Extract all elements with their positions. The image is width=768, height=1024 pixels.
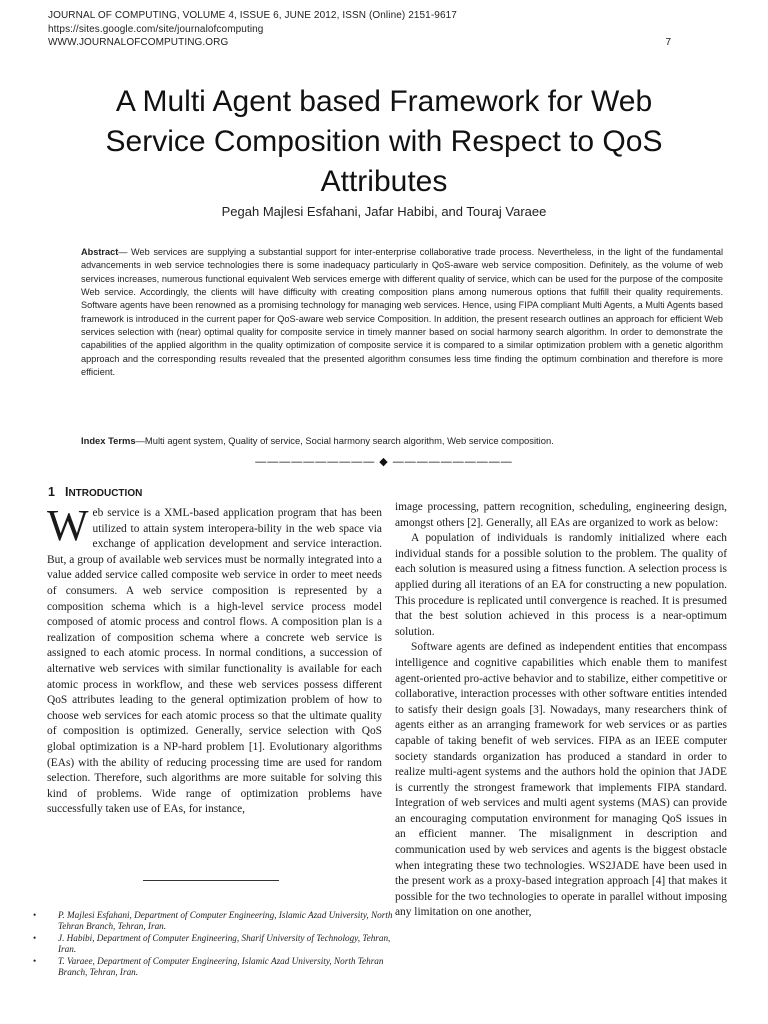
abstract-label: Abstract xyxy=(81,247,119,257)
left-column xyxy=(47,501,382,818)
footnote-bullet: • xyxy=(33,910,37,920)
index-terms xyxy=(81,434,723,447)
index-terms-text: Multi agent system, Quality of service, Social harmony search algorithm, Web service composition. xyxy=(144,435,554,446)
section-title-initial: I xyxy=(64,485,69,499)
footnote-rule xyxy=(143,880,279,881)
drop-cap: W xyxy=(47,501,89,550)
section-separator: —————————— ◆ —————————— xyxy=(255,456,513,468)
right-paragraph-3: Software agents are defined as independent entities that encompass intelligence and cognitive capabilities which enable them to manifest agent-oriented pro-active behavior and to stabilize, either competitive or collaborative, interaction processes with other software entities intended to satisfy their design goals [3]. Nowadays, many researchers think of agents either as an arranging framework for web services or as parties capable of taking benefit of web services. FIPA as an IEEE computer society standards organization has produced a standard in order to realize multi-agent systems and the authors hold the opinion that JADE is currently the strongest framework that implements FIPA standard. Integration of web services and multi agent systems (MAS) can provide an encouraging computation environment for managing QoS issues in an efficient manner. The misalignment in description and communication used by web services and agents is the biggest obstacle when integrating these two technologies. WS2JADE have been used in the present work as a proxy-based integration approach [4] that makes it possible for the two technologies to operate in parallel without imposing any limitation on one another, xyxy=(395,641,727,919)
section-number: 1 xyxy=(48,485,55,499)
right-paragraph-1: image processing, pattern recognition, scheduling, engineering design, amongst others [2]. Generally, all EAs are organized to work as below: xyxy=(395,501,727,529)
section-heading xyxy=(48,485,142,499)
abstract xyxy=(81,246,723,379)
author-list: Pegah Majlesi Esfahani, Jafar Habibi, and Touraj Varaee xyxy=(221,204,547,219)
page-number: 7 xyxy=(665,37,671,48)
title-line-1: A Multi Agent based Framework for Web xyxy=(115,85,653,118)
footnote-bullet: • xyxy=(33,955,37,966)
abstract-dash: — xyxy=(118,247,132,257)
journal-url-line: https://sites.google.com/site/journalofcomputing xyxy=(48,24,264,35)
right-paragraph-2: A population of individuals is randomly initialized where each individual stands for a possible solution to the problem. The quality of each solution is measured using a fitness function. A selection process is applied during all iterations of an EA for constructing a new population. This procedure is replicated until convergence is reached. It is presumed that the best solution achieved in this process is a near-optimum solution. xyxy=(395,532,727,638)
index-terms-dash: — xyxy=(135,435,145,446)
footnote-item xyxy=(33,933,393,956)
journal-header-line: JOURNAL OF COMPUTING, VOLUME 4, ISSUE 6, JUNE 2012, ISSN (Online) 2151-9617 xyxy=(48,10,457,21)
journal-site-line: WWW.JOURNALOFCOMPUTING.ORG xyxy=(48,37,229,48)
title-line-3: Attributes xyxy=(320,165,448,198)
footnote-item xyxy=(33,910,393,933)
footnote-text: J. Habibi, Department of Computer Engineering, Sharif University of Technology, Tehran, Iran. xyxy=(58,932,391,955)
footnote-text: P. Majlesi Esfahani, Department of Computer Engineering, Islamic Azad University, North Tehran Branch, Tehran, Iran. xyxy=(58,910,393,932)
abstract-text: Web services are supplying a substantial support for inter-enterprise collaborative trade process. Nevertheless, in the light of the fundamental advancements in web service technologies there is some inadequacy particularly in QoS-aware web service composition. Definitely, as the volume of web services increases, numerous functional equivalent Web services emerge with different quality of service, which can be used for the purpose of the composite Web service. Accordingly, the clients will have difficulty with creating composition plans among numerous options that fulfill their quality requirements. Software agents have been renowned as a promising technology for managing web services. Hence, using FIPA compliant Multi Agents, a Multi Agents based framework is introduced in the current paper for QoS-aware web service Composition. In addition, the present research outlines an approach for efficient Web services selection with (near) optimal quality for composite service in timely manner based on social harmony search algorithm. In order to demonstrate the capabilities of the applied algorithm in the quality optimization of composite service it is compared to a similar optimization problem with a genetic algorithm approach and the corresponding results revealed that the presented algorithm consumes less time finding the optimum combination and therefore is more efficient. xyxy=(81,247,723,378)
footnote-item xyxy=(33,956,393,979)
footnote-text: T. Varaee, Department of Computer Engineering, Islamic Azad University, North Tehran Branch, Tehran, Iran. xyxy=(58,955,384,978)
footnotes xyxy=(33,910,393,978)
title-line-2: Service Composition with Respect to QoS xyxy=(105,125,663,158)
intro-paragraph-1 xyxy=(47,501,382,818)
paper-title xyxy=(40,82,728,202)
right-column xyxy=(395,500,727,921)
section-title-rest: NTRODUCTION xyxy=(68,488,143,499)
footnote-bullet: • xyxy=(33,932,37,943)
index-terms-label: Index Terms xyxy=(81,435,136,446)
intro-paragraph-1-text: eb service is a XML-based application program that has been utilized to attain system interopera-bility in the web space via exchange of application development and service interaction. But, a group of available web services must be normally integrated into a value added service called composite web service in order to meet needs of consumers. A web service composition is represented by a composition schema which is a high-level service process model composed of atomic process and control flows. A composition plan is a realization of composition schema where a concrete web service is assigned to each atomic process. In normal conditions, a succession of alternative web services with similar functionality is available for each atomic process in workflow, and these web services possess different QoS attributes leading to the general optimization problem of how to choose web services for each atomic process so that the ultimate quality of composition is optimized. Generally, service selection with QoS global optimization is a NP-hard problem [1]. Evolutionary algorithms (EAs) with the ability of reducing processing time are used for random selection. Therefore, such algorithms are more suitable for solving this kind of problems. Wide range of optimization problems have successfully taken use of EAs, for instance, xyxy=(47,507,382,816)
